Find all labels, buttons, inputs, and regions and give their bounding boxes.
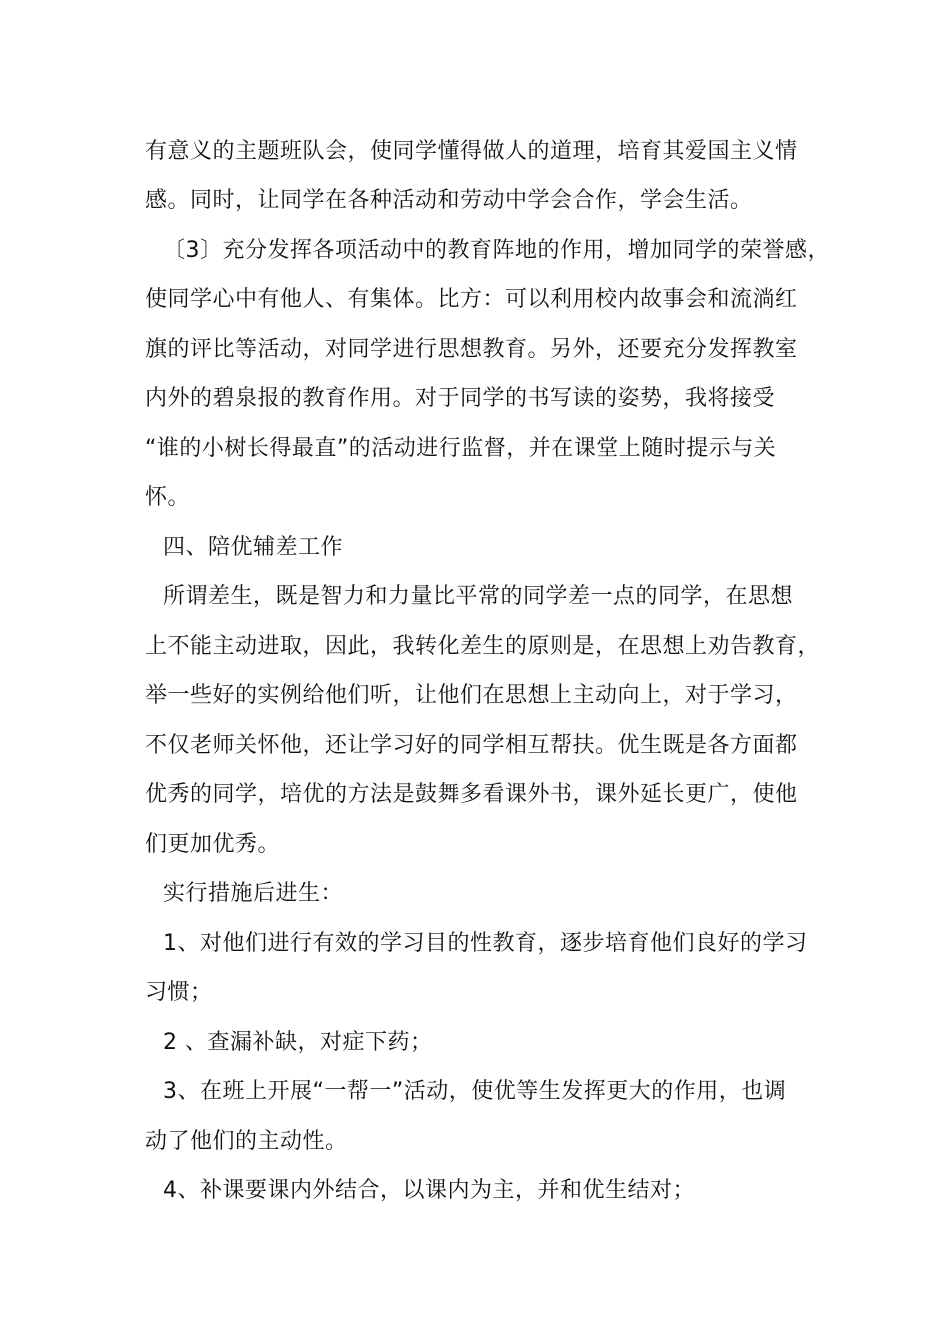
text-line: 内外的碧泉报的教育作用。对于同学的书写读的姿势，我将接受 (145, 386, 776, 411)
text-line: 3、在班上开展“一帮一”活动，使优等生发挥更大的作用，也调 (163, 1079, 787, 1104)
text-line: 2 、查漏补缺，对症下药； (163, 1030, 433, 1055)
text-line: 所谓差生，既是智力和力量比平常的同学差一点的同学，在思想 (163, 584, 794, 609)
text-line: 们更加优秀。 (145, 832, 281, 857)
text-line: 感。同时，让同学在各种活动和劳动中学会合作，学会生活。 (145, 188, 753, 213)
text-line: 上不能主动进取，因此，我转化差生的原则是，在思想上劝告教育， (145, 634, 821, 659)
section-heading: 四、陪优辅差工作 (163, 535, 344, 560)
text-line: 〔3〕充分发挥各项活动中的教育阵地的作用，增加同学的荣誉感， (163, 238, 830, 263)
text-line: 动了他们的主动性。 (145, 1129, 348, 1154)
text-line: 实行措施后进生： (163, 881, 344, 906)
text-line: 旗的评比等活动，对同学进行思想教育。另外，还要充分发挥教室 (145, 337, 798, 362)
text-line: 使同学心中有他人、有集体。比方：可以利用校内故事会和流淌红 (145, 287, 798, 312)
text-line: 不仅老师关怀他，还让学习好的同学相互帮扶。优生既是各方面都 (145, 733, 798, 758)
text-line: 1、对他们进行有效的学习目的性教育，逐步培育他们良好的学习 (163, 931, 808, 956)
text-line: 有意义的主题班队会，使同学懂得做人的道理，培育其爱国主义情 (145, 139, 798, 164)
text-line: 优秀的同学，培优的方法是鼓舞多看课外书，课外延长更广，使他 (145, 782, 798, 807)
text-line: 习惯； (145, 980, 213, 1005)
text-line: 怀。 (145, 485, 191, 510)
text-line: 举一些好的实例给他们听，让他们在思想上主动向上，对于学习， (145, 683, 798, 708)
text-line: 4、补课要课内外结合，以课内为主，并和优生结对； (163, 1178, 695, 1203)
text-line: “谁的小树长得最直”的活动进行监督，并在课堂上随时提示与关 (145, 436, 777, 461)
